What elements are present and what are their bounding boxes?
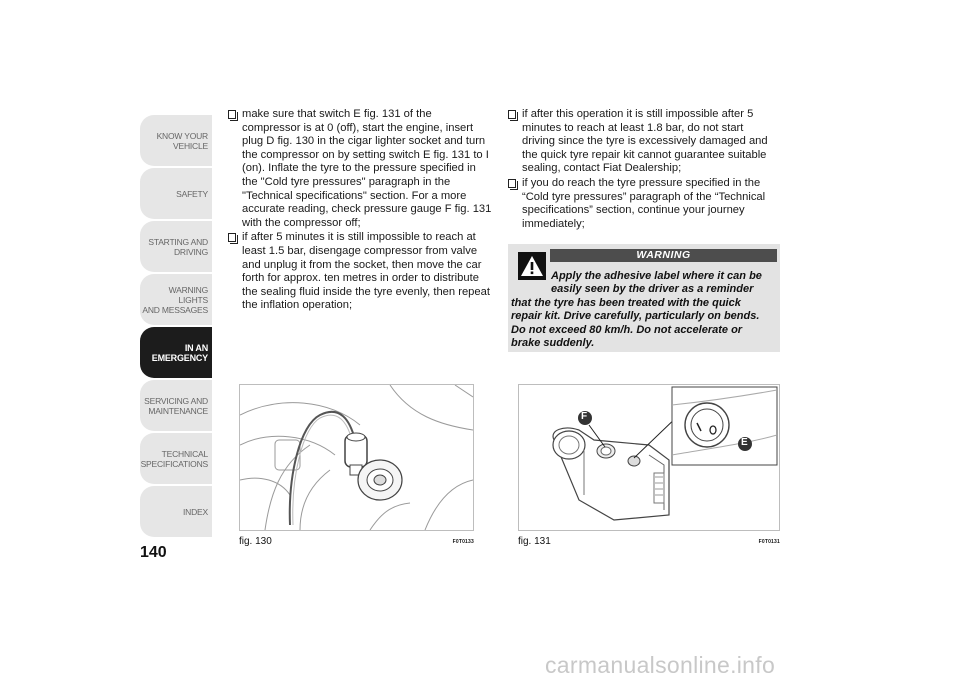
bullet-text: if you do reach the tyre pressure specified in the “Cold tyre pressures” paragraph of the “Technical specifications” section, continue your journey immediately; [522,176,766,230]
warning-text [511,270,774,350]
figure-130-illustration [239,384,474,531]
tab-starting-and-driving[interactable] [140,221,212,272]
warning-title: WARNING [550,249,777,262]
warning-box [508,244,780,352]
list-item [508,108,773,176]
callout-e: E [741,437,748,448]
bullet-text: if after 5 minutes it is still impossible to reach at least 1.5 bar, disengage compressor from valve and unplug it from the socket, then move the car forth for approx. ten metres in order to distribute the sealing fluid inside the tyre evenly, then repeat the inflation operation; [242,231,490,312]
list-item [228,108,493,230]
tab-in-an-emergency[interactable] [140,327,212,378]
list-item [508,177,773,231]
warning-text-first: Apply the adhesive label where it can be easily seen by the driver as a reminder [551,270,762,296]
bullet-text: if after this operation it is still impossible after 5 minutes to reach at least 1.8 bar, do not start driving since the tyre is excessively damaged and the quick tyre repair kit cannot guarantee suitable sealing, contact Fiat Dealership; [522,108,768,175]
tab-warning-lights[interactable] [140,274,212,325]
right-column [508,108,773,232]
figure-130 [239,384,474,547]
figure-caption: fig. 131 [518,536,551,547]
list-item [228,231,493,313]
tab-safety[interactable] [140,168,212,219]
checkbox-bullet-icon [508,110,516,119]
tab-label: INDEX [183,506,208,517]
warning-text-rest: that the tyre has been treated with the quick repair kit. Drive carefully, particularly on bends. Do not exceed 80 km/h. Do not accelerate or brake suddenly. [511,296,760,350]
compressor-illustration [519,385,779,530]
chapter-tabs [140,115,212,539]
watermark: carmanualsonline.info [545,652,776,678]
cigar-lighter-plug-illustration [240,385,473,530]
checkbox-bullet-icon [228,233,236,242]
tab-label: SERVICING AND MAINTENANCE [144,395,208,416]
figure-code: F0T0131 [758,539,780,545]
figure-caption: fig. 130 [239,536,272,547]
tab-label: SAFETY [176,188,208,199]
page-number: 140 [140,544,167,561]
tab-index[interactable] [140,486,212,537]
tab-label: WARNING LIGHTS AND MESSAGES [142,284,208,315]
tab-label: STARTING AND DRIVING [148,236,208,257]
figure-131-illustration [518,384,780,531]
left-column [228,108,493,314]
figure-code: F0T0133 [452,539,474,545]
tab-servicing[interactable] [140,380,212,431]
tab-label: KNOW YOUR VEHICLE [156,130,208,151]
figure-131 [518,384,780,547]
callout-f: F [581,411,588,422]
tab-technical-specifications[interactable] [140,433,212,484]
tab-label: IN AN EMERGENCY [151,342,208,363]
checkbox-bullet-icon [228,110,236,119]
tab-know-your-vehicle[interactable] [140,115,212,166]
bullet-text: make sure that switch E fig. 131 of the compressor is at 0 (off), start the engine, insert plug D fig. 130 in the cigar lighter socket and turn the compressor on by setting switch E fig. 131 to I (on). Inflate the tyre to the pressure specified in the "Cold tyre pressures" paragraph in the "Technical specifications" section. For a more accurate reading, check pressure gauge F fig. 131 with the compressor off; [242,108,492,229]
tab-label: TECHNICAL SPECIFICATIONS [140,448,208,469]
checkbox-bullet-icon [508,179,516,188]
